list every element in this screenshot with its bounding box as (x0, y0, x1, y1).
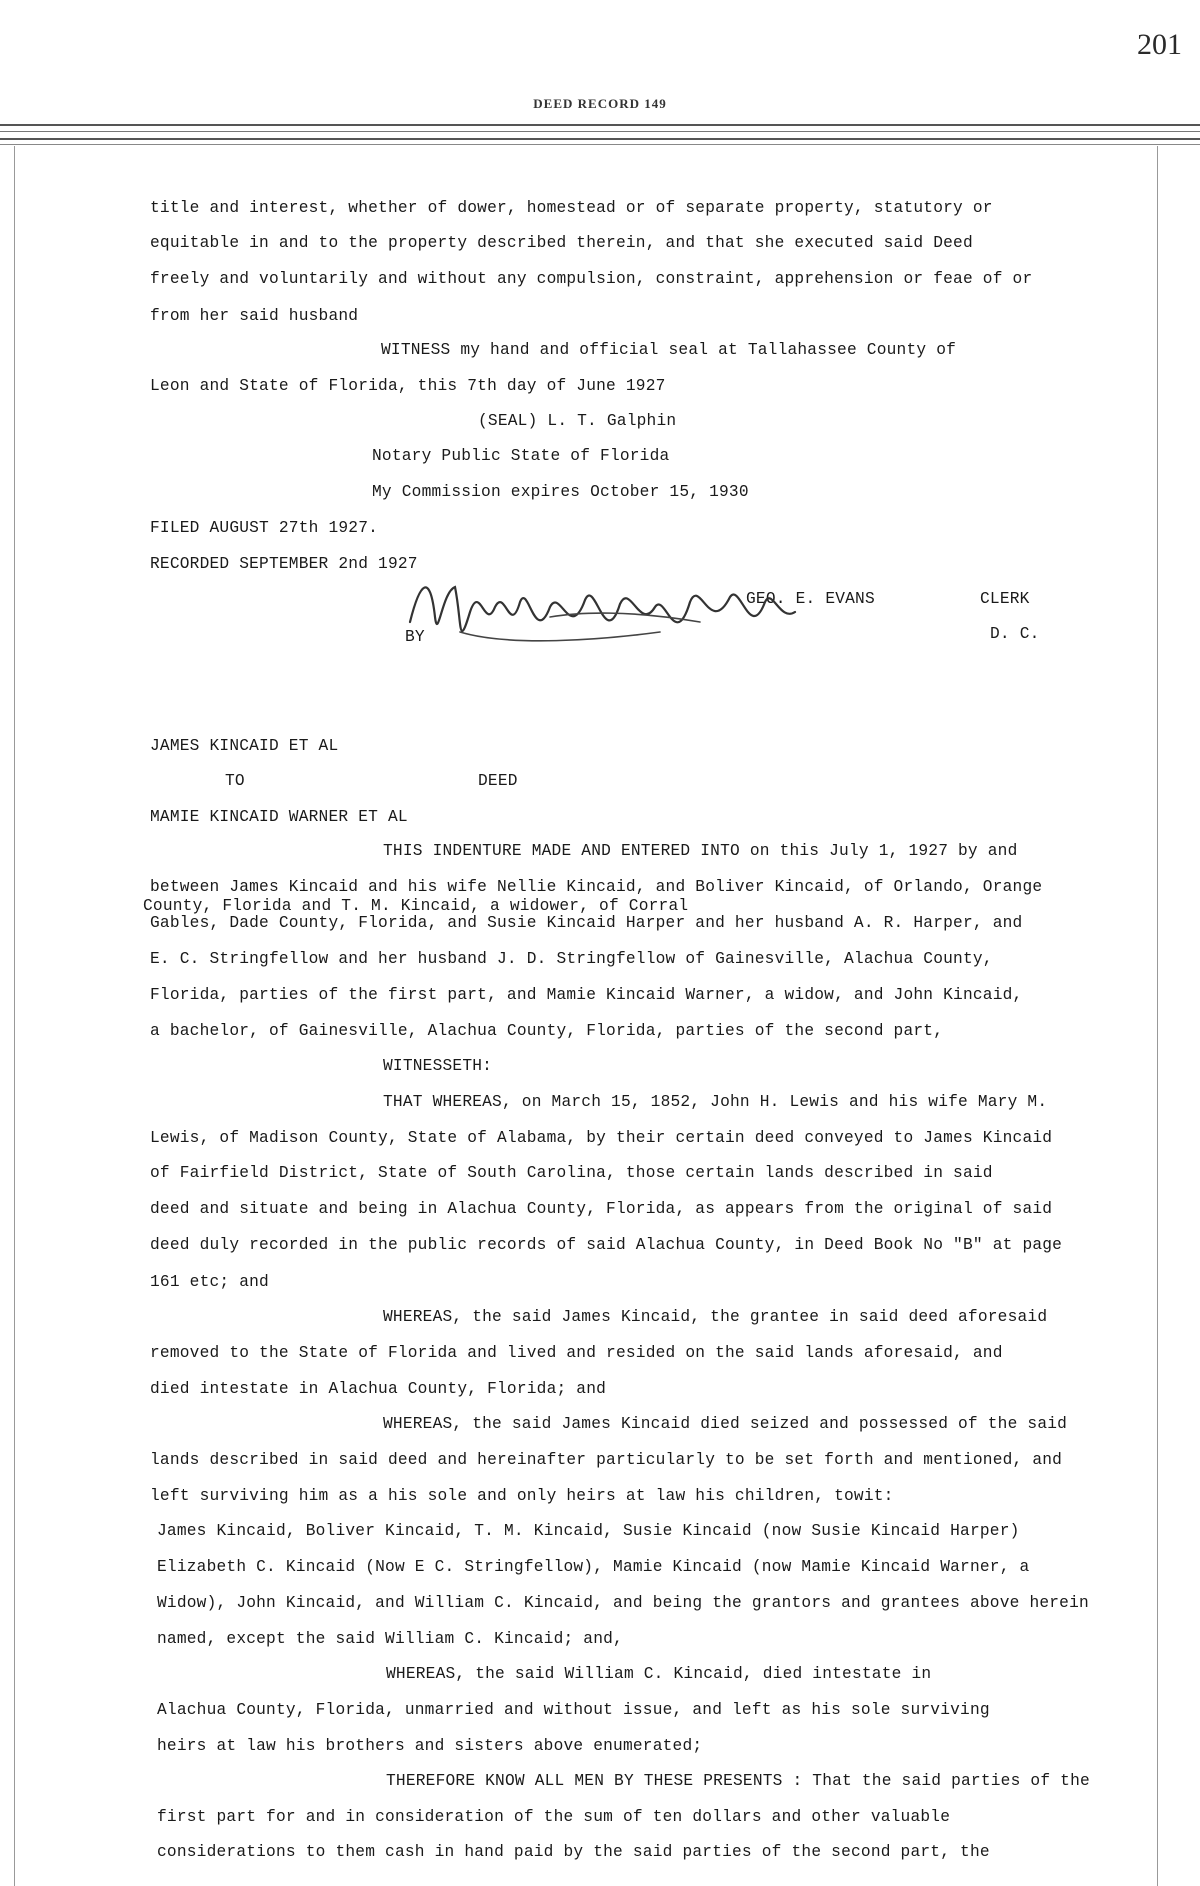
text-line: Elizabeth C. Kincaid (Now E C. Stringfellow), Mamie Kincaid (now Mamie Kincaid Warner, a (157, 1558, 1030, 1576)
text-line: WHEREAS, the said William C. Kincaid, died intestate in (386, 1665, 932, 1683)
book-header: DEED RECORD 149 (533, 96, 667, 111)
text-line: Gables, Dade County, Florida, and Susie Kincaid Harper and her husband A. R. Harper, and (150, 914, 1023, 932)
instrument-type: DEED (478, 772, 518, 790)
text-line: Widow), John Kincaid, and William C. Kincaid, and being the grantors and grantees above herein (157, 1594, 1089, 1612)
text-line: a bachelor, of Gainesville, Alachua County, Florida, parties of the second part, (150, 1022, 944, 1040)
text-line: E. C. Stringfellow and her husband J. D. Stringfellow of Gainesville, Alachua County, (150, 950, 993, 968)
text-line: WITNESS my hand and official seal at Tallahassee County of (381, 341, 957, 359)
notary-seal: (SEAL) L. T. Galphin (478, 412, 677, 430)
text-line: removed to the State of Florida and lived and resided on the said lands aforesaid, and (150, 1344, 1003, 1362)
text-line: of Fairfield District, State of South Carolina, those certain lands described in said (150, 1164, 993, 1182)
header-rule (0, 131, 1200, 132)
text-line: lands described in said deed and hereinafter particularly to be set forth and mentioned, and (150, 1451, 1063, 1469)
text-line: freely and voluntarily and without any compulsion, constraint, apprehension or feae of or (150, 270, 1033, 288)
header-rule (0, 138, 1200, 140)
right-margin-line (1157, 146, 1158, 1886)
text-line: equitable in and to the property described therein, and that she executed said Deed (150, 234, 973, 252)
clerk-name: GEO. E. EVANS (746, 590, 875, 608)
to-label: TO (225, 772, 245, 790)
handwritten-signature (400, 562, 820, 672)
text-line: considerations to them cash in hand paid by the said parties of the second part, the (157, 1843, 990, 1861)
text-line: James Kincaid, Boliver Kincaid, T. M. Kincaid, Susie Kincaid (now Susie Kincaid Harper) (157, 1522, 1020, 1540)
text-line: Florida, parties of the first part, and Mamie Kincaid Warner, a widow, and John Kincaid, (150, 986, 1023, 1004)
header-rule (0, 124, 1200, 126)
text-line: Alachua County, Florida, unmarried and without issue, and left as his sole surviving (157, 1701, 990, 1719)
text-line: Lewis, of Madison County, State of Alabama, by their certain deed conveyed to James Kincaid (150, 1129, 1053, 1147)
text-line: deed duly recorded in the public records of said Alachua County, in Deed Book No "B" at page (150, 1236, 1063, 1254)
text-line: My Commission expires October 15, 1930 (372, 483, 749, 501)
text-line: deed and situate and being in Alachua County, Florida, as appears from the original of said (150, 1200, 1053, 1218)
text-line: 161 etc; and (150, 1273, 269, 1291)
text-line: from her said husband (150, 307, 359, 325)
text-line: heirs at law his brothers and sisters above enumerated; (157, 1737, 703, 1755)
text-line: County, Florida and T. M. Kincaid, a widower, of Corral (143, 897, 689, 915)
clerk-title: CLERK (980, 590, 1030, 608)
header-rule (0, 144, 1200, 145)
text-line: Notary Public State of Florida (372, 447, 670, 465)
page-number: 201 (1137, 28, 1182, 61)
text-line: first part for and in consideration of the sum of ten dollars and other valuable (157, 1808, 951, 1826)
by-label: BY (405, 628, 425, 646)
text-line: WITNESSETH: (383, 1057, 493, 1075)
text-line: THIS INDENTURE MADE AND ENTERED INTO on this July 1, 1927 by and (383, 842, 1018, 860)
text-line: WHEREAS, the said James Kincaid, the grantee in said deed aforesaid (383, 1308, 1048, 1326)
text-line: title and interest, whether of dower, homestead or of separate property, statutory or (150, 199, 993, 217)
deputy-clerk-label: D. C. (990, 625, 1040, 643)
text-line: THEREFORE KNOW ALL MEN BY THESE PRESENTS : That the said parties of the (386, 1772, 1090, 1790)
left-margin-line (14, 146, 15, 1886)
text-line: named, except the said William C. Kincaid; and, (157, 1630, 623, 1648)
text-line: between James Kincaid and his wife Nellie Kincaid, and Boliver Kincaid, of Orlando, Orange (150, 878, 1043, 896)
party-grantee: MAMIE KINCAID WARNER ET AL (150, 808, 408, 826)
filed-date: FILED AUGUST 27th 1927. (150, 519, 379, 537)
text-line: WHEREAS, the said James Kincaid died seized and possessed of the said (383, 1415, 1068, 1433)
text-line: left surviving him as a his sole and only heirs at law his children, towit: (150, 1487, 894, 1505)
party-grantor: JAMES KINCAID ET AL (150, 737, 339, 755)
text-line: Leon and State of Florida, this 7th day of June 1927 (150, 377, 666, 395)
text-line: THAT WHEREAS, on March 15, 1852, John H. Lewis and his wife Mary M. (383, 1093, 1048, 1111)
text-line: died intestate in Alachua County, Florida; and (150, 1380, 607, 1398)
recorded-date: RECORDED SEPTEMBER 2nd 1927 (150, 555, 418, 573)
